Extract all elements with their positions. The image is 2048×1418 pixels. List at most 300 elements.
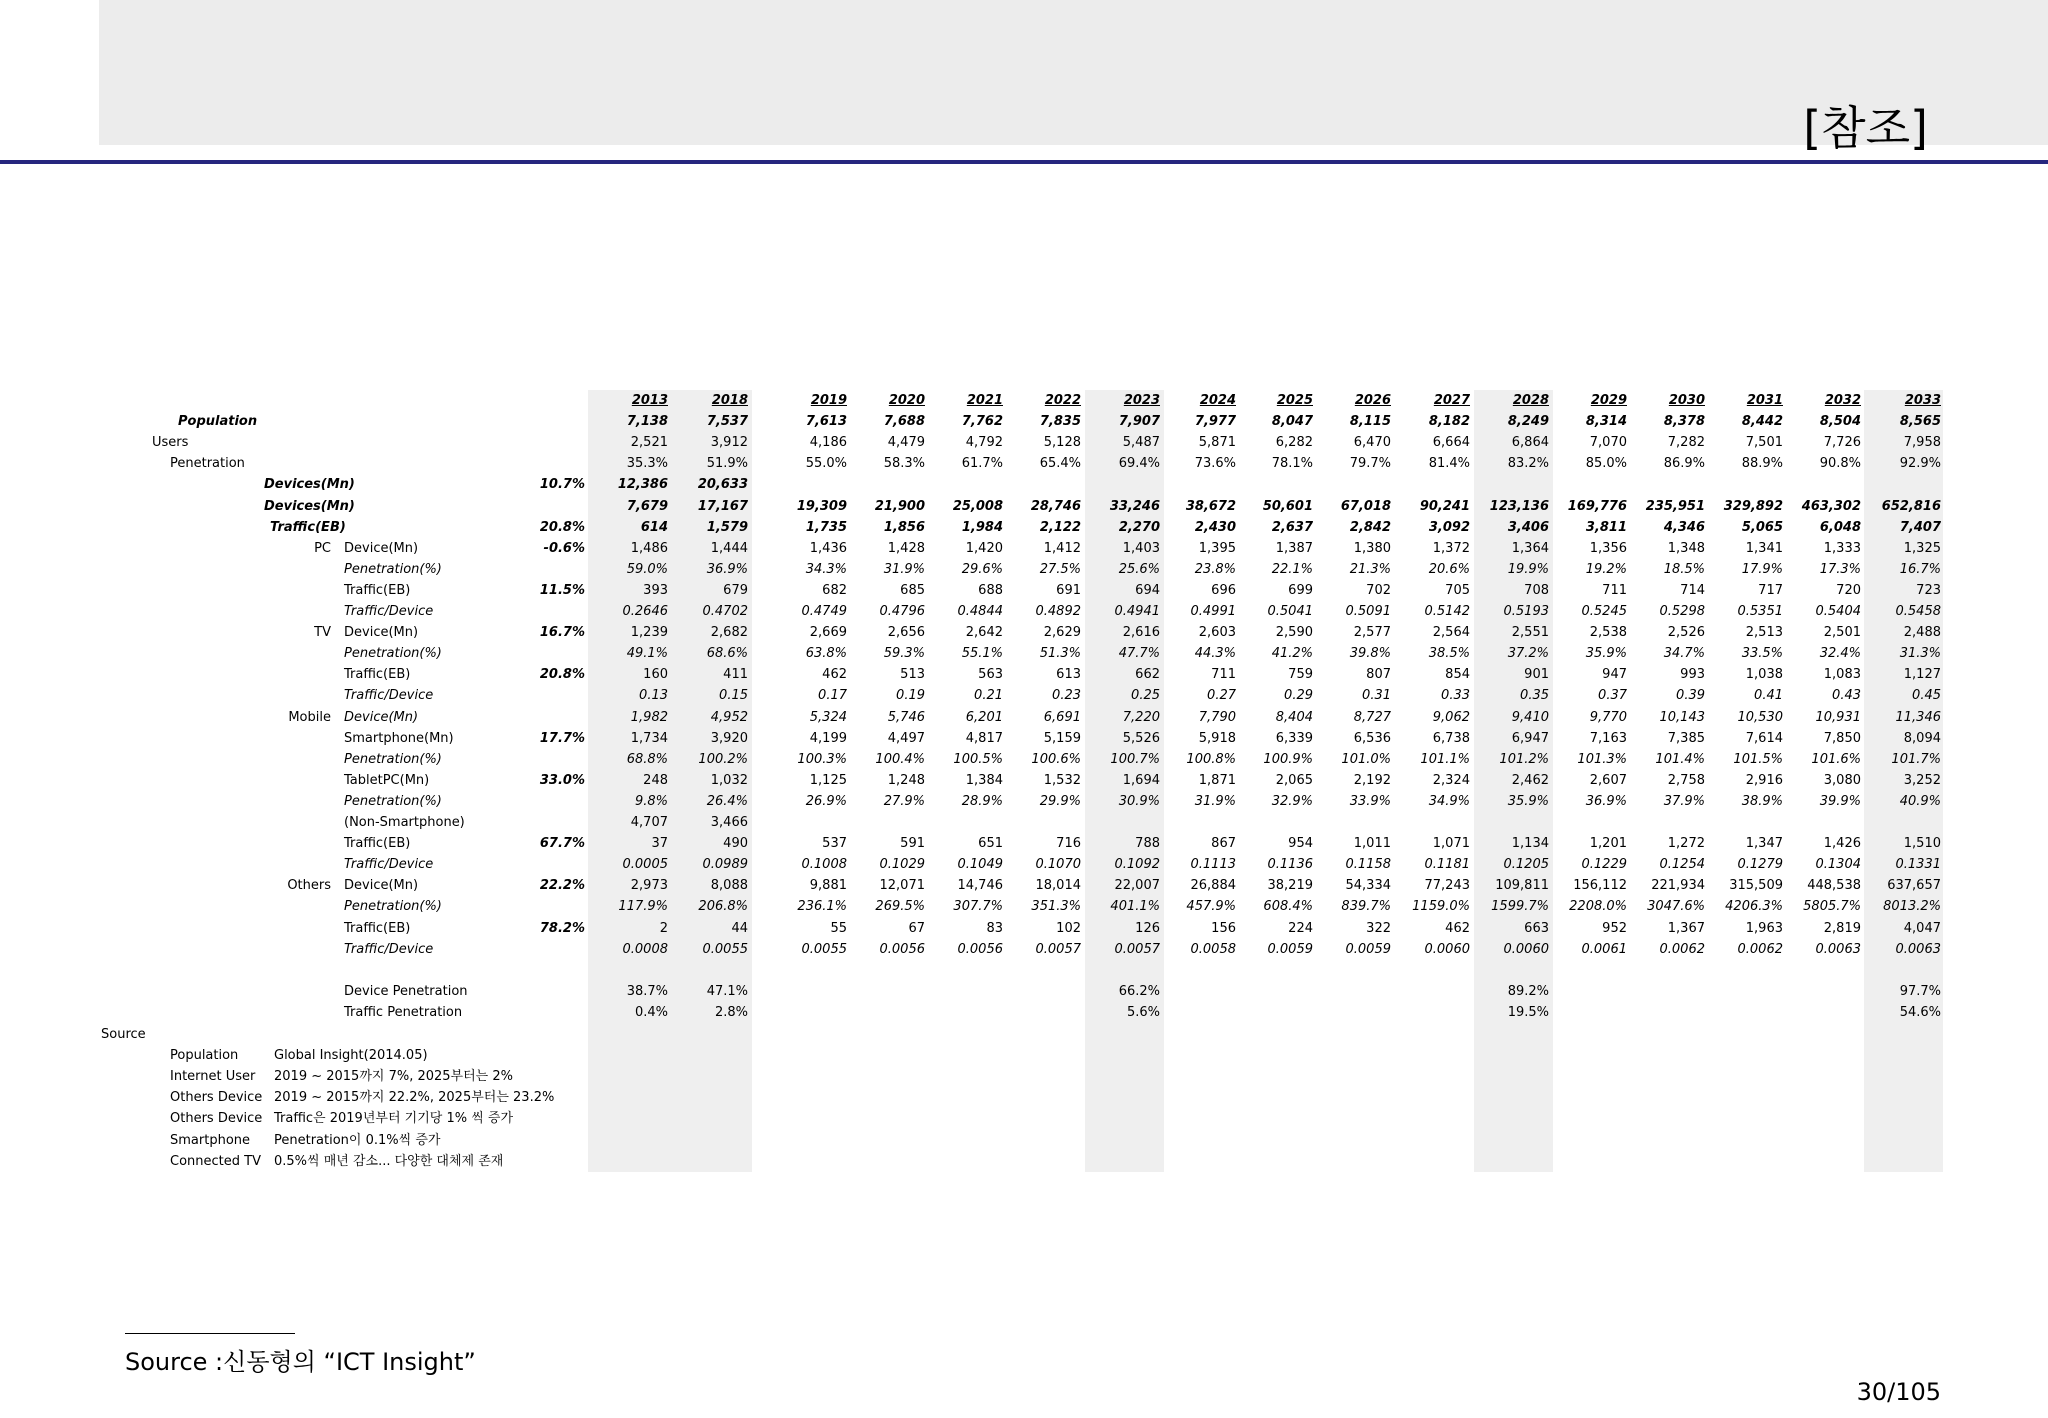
table-cell: 38.7% [626,983,668,999]
table-cell: 17.9% [1741,561,1783,577]
table-cell: 7,726 [1823,435,1861,451]
table-cell: 101.7% [1891,751,1941,767]
table-cell: 14,746 [957,878,1003,894]
table-cell: 3,466 [710,815,748,830]
table-cell: 31.9% [1194,793,1236,809]
table-cell: 92.9% [1899,456,1941,472]
table-cell: 696 [1211,582,1236,598]
table-cell: 21,900 [874,498,925,514]
table-cell: 26,884 [1190,878,1236,894]
table-cell: 89.2% [1507,983,1549,999]
table-cell: 101.4% [1655,751,1705,767]
row-label: Penetration(%) [344,646,442,662]
table-cell: 2,324 [1432,772,1470,788]
table-cell: 0.0057 [1114,941,1160,957]
cagr-value: 67.7% [539,836,585,852]
table-cell: 1,134 [1511,836,1549,852]
table-cell: 2,270 [1118,519,1160,535]
table-cell: 9.8% [634,793,668,809]
table-cell: 0.41 [1754,688,1783,704]
table-cell: 1,201 [1589,836,1627,852]
table-cell: 0.0058 [1190,941,1236,957]
table-cell: 47.1% [706,983,748,999]
table-cell: 68.8% [626,751,668,767]
table-cell: 22.1% [1271,561,1313,577]
table-cell: 0.21 [974,688,1003,704]
table-cell: 34.7% [1663,646,1705,662]
table-cell: 1,364 [1511,540,1549,556]
table-cell: 85.0% [1585,456,1627,472]
table-cell: 2,629 [1043,625,1081,641]
table-cell: 699 [1288,582,1313,598]
table-cell: 0.0063 [1895,941,1941,957]
table-cell: 4,952 [710,709,748,725]
table-cell: 708 [1524,582,1549,598]
table-cell: 16.7% [1899,561,1941,577]
table-cell: 5,128 [1043,435,1081,451]
year-header: 2027 [1433,393,1470,408]
table-cell: 34.3% [805,561,847,577]
row-label: Device(Mn) [344,709,419,725]
table-cell: 0.5298 [1659,604,1705,619]
table-cell: 0.31 [1362,688,1391,704]
year-header: 2019 [810,393,847,408]
table-cell: 1,735 [805,519,847,535]
table-cell: 78.1% [1271,456,1313,472]
source-label: Population [170,1048,239,1064]
table-cell: 0.5351 [1737,604,1783,619]
table-cell: 9,770 [1589,709,1627,725]
table-cell: 0.1070 [1035,857,1081,873]
table-cell: 3,920 [710,730,748,746]
table-cell: 7,385 [1667,730,1705,746]
header-band [99,0,2048,145]
table-cell: 1,579 [706,519,748,535]
table-cell: 1,384 [965,772,1003,788]
table-cell: 608.4% [1263,899,1313,915]
table-cell: 1,734 [630,730,668,746]
table-cell: 19.2% [1585,561,1627,577]
table-cell: 33,246 [1109,498,1160,514]
table-cell: 0.1113 [1190,857,1236,873]
table-cell: 0.25 [1131,688,1160,704]
table-cell: 1159.0% [1412,899,1470,915]
table-cell: 5805.7% [1803,899,1861,915]
table-cell: 3047.6% [1647,899,1705,915]
table-cell: 28,746 [1030,498,1081,514]
table-cell: 36.9% [1585,793,1627,809]
table-cell: 867 [1211,836,1236,852]
table-cell: 0.39 [1676,688,1705,704]
table-cell: 2,819 [1823,920,1861,936]
table-cell: 0.4% [634,1004,668,1020]
cagr-value: 17.7% [539,730,585,746]
table-cell: 4206.3% [1725,899,1783,915]
table-cell: 23.8% [1194,561,1236,577]
source-label: Smartphone [170,1132,251,1148]
table-cell: 393 [643,582,668,598]
table-cell: 0.1136 [1267,857,1313,873]
table-cell: 18,014 [1035,878,1081,894]
source-text: 0.5%씩 매년 감소... 다양한 대체제 존재 [274,1153,504,1169]
row-group-label: Others [287,878,331,894]
table-cell: 6,738 [1432,730,1470,746]
table-cell: 0.0062 [1659,941,1705,957]
source-label: Others Device [170,1111,263,1127]
row-label: Traffic(EB) [344,836,411,852]
footnote-divider [125,1333,295,1334]
row-label: TabletPC(Mn) [344,772,430,788]
table-cell: 457.9% [1186,899,1236,915]
table-cell: 711 [1602,582,1627,598]
table-cell: 2,758 [1667,772,1705,788]
table-cell: 947 [1602,667,1627,683]
table-cell: 0.1181 [1424,857,1470,873]
table-cell: 40.9% [1899,793,1941,809]
row-label: Device Penetration [344,983,468,999]
table-cell: 2,577 [1353,625,1391,641]
table-cell: 2,462 [1511,772,1549,788]
year-header: 2026 [1354,393,1391,408]
table-cell: 100.2% [698,751,748,767]
table-cell: 0.33 [1441,688,1470,704]
table-cell: 1,071 [1432,836,1470,852]
table-cell: 221,934 [1651,878,1705,894]
table-cell: 2208.0% [1569,899,1627,915]
table-cell: 0.1254 [1659,857,1705,873]
page-title: [참조] [1803,101,1928,155]
table-cell: 26.9% [805,793,847,809]
table-cell: 81.4% [1428,456,1470,472]
table-cell: 7,762 [961,414,1003,430]
table-cell: 2,526 [1667,625,1705,641]
table-cell: 4,479 [887,435,925,451]
table-cell: 26.4% [706,793,748,809]
table-cell: 1,436 [809,540,847,556]
row-label: Traffic(EB) [270,519,346,535]
table-cell: 807 [1366,667,1391,683]
table-cell: 1,127 [1903,667,1941,683]
table-cell: 1,032 [710,772,748,788]
table-cell: 1,984 [961,519,1003,535]
year-header: 2033 [1904,393,1941,408]
table-cell: 0.1304 [1815,857,1861,873]
table-cell: 27.9% [883,793,925,809]
table-cell: 5,065 [1741,519,1783,535]
table-cell: 32.9% [1271,793,1313,809]
source-text: 2019 ~ 2015까지 7%, 2025부터는 2% [274,1069,513,1085]
year-header: 2013 [631,393,668,408]
table-cell: 0.0055 [801,941,847,957]
table-cell: 2,551 [1511,625,1549,641]
table-cell: 1,532 [1043,772,1081,788]
table-cell: 702 [1366,582,1391,598]
table-cell: 1,403 [1122,540,1160,556]
table-cell: 4,047 [1903,920,1941,936]
table-cell: 6,664 [1432,435,1470,451]
table-cell: 31.3% [1899,646,1941,662]
table-cell: 51.9% [706,456,748,472]
table-cell: 156,112 [1573,878,1627,894]
table-cell: 0.4941 [1114,604,1160,619]
table-cell: 35.9% [1585,646,1627,662]
table-cell: 67 [908,920,925,936]
table-cell: 0.0057 [1035,941,1081,957]
table-cell: 663 [1524,920,1549,936]
table-cell: 25.6% [1118,561,1160,577]
table-cell: 0.1029 [879,857,925,873]
table-cell: 0.2646 [622,604,668,619]
table-cell: 6,947 [1511,730,1549,746]
table-cell: 0.1008 [801,857,847,873]
table-cell: 0.4749 [801,604,847,619]
table-cell: 1,372 [1432,540,1470,556]
table-cell: 1,387 [1275,540,1313,556]
table-cell: 0.0008 [622,941,668,957]
table-cell: 2,642 [965,625,1003,641]
row-group-label: Mobile [288,709,331,725]
header-divider [0,160,2048,164]
table-cell: 0.1279 [1737,857,1783,873]
table-cell: 2,590 [1275,625,1313,641]
table-cell: 29.9% [1039,793,1081,809]
table-cell: 1,380 [1353,540,1391,556]
table-cell: 97.7% [1899,983,1941,999]
table-cell: 126 [1135,920,1160,936]
table-cell: 6,339 [1275,730,1313,746]
table-cell: 329,892 [1723,498,1783,514]
table-cell: 3,406 [1507,519,1549,535]
table-cell: 401.1% [1110,899,1160,915]
year-header: 2021 [966,393,1003,408]
row-label: Penetration(%) [344,793,442,809]
table-cell: 20.6% [1428,561,1470,577]
table-cell: 705 [1445,582,1470,598]
table-cell: 4,186 [809,435,847,451]
table-cell: 3,252 [1903,772,1941,788]
table-cell: 0.5404 [1815,604,1861,619]
table-cell: 88.9% [1741,456,1783,472]
table-cell: 83 [986,920,1003,936]
table-cell: 8,504 [1819,414,1861,430]
table-cell: 5,746 [887,709,925,725]
table-cell: 613 [1056,667,1081,683]
table-cell: 10,530 [1737,709,1783,725]
row-group-label: PC [314,540,331,556]
table-cell: 563 [978,667,1003,683]
table-cell: 1,347 [1745,836,1783,852]
table-cell: 0.4702 [702,604,748,619]
table-cell: 0.23 [1052,688,1081,704]
table-cell: 160 [643,667,668,683]
table-cell: 1599.7% [1491,899,1549,915]
table-cell: 7,850 [1823,730,1861,746]
cagr-value: 22.2% [539,878,585,894]
table-cell: 0.1092 [1114,857,1160,873]
table-cell: 224 [1288,920,1313,936]
table-cell: 37.2% [1507,646,1549,662]
table-cell: 411 [723,667,748,683]
table-cell: 679 [723,582,748,598]
table-cell: 2,122 [1039,519,1081,535]
table-cell: 35.9% [1507,793,1549,809]
table-cell: 3,080 [1823,772,1861,788]
table-cell: 67,018 [1340,498,1391,514]
table-cell: 0.5091 [1345,604,1391,619]
table-cell: 1,367 [1667,920,1705,936]
table-cell: 54.6% [1899,1004,1941,1020]
table-cell: 102 [1056,920,1081,936]
table-cell: 2,513 [1745,625,1783,641]
table-cell: 8,565 [1899,414,1941,430]
table-cell: 7,613 [805,414,847,430]
table-cell: 0.0059 [1267,941,1313,957]
table-cell: 651 [978,836,1003,852]
table-cell: 1,871 [1198,772,1236,788]
row-label: Penetration(%) [344,751,442,767]
table-cell: 11,346 [1895,709,1941,725]
row-label: Traffic/Device [344,604,434,619]
table-cell: 0.5245 [1581,604,1627,619]
table-cell: 21.3% [1349,561,1391,577]
source-heading: Source [101,1027,146,1042]
table-cell: 0.4844 [957,604,1003,619]
table-cell: 63.8% [805,646,847,662]
table-cell: 1,963 [1745,920,1783,936]
table-cell: 73.6% [1194,456,1236,472]
table-cell: 37.9% [1663,793,1705,809]
table-cell: 0.0060 [1424,941,1470,957]
table-cell: 0.45 [1912,688,1941,704]
row-group-label: TV [314,625,331,641]
table-cell: 993 [1680,667,1705,683]
source-text: 2019 ~ 2015까지 22.2%, 2025부터는 23.2% [274,1090,555,1106]
table-cell: 54,334 [1345,878,1391,894]
table-cell: 462 [1445,920,1470,936]
table-cell: 0.0062 [1737,941,1783,957]
source-text: Global Insight(2014.05) [274,1048,428,1064]
row-label: Device(Mn) [344,878,419,894]
table-cell: 38,672 [1185,498,1236,514]
table-cell: 5,487 [1122,435,1160,451]
table-cell: 33.5% [1741,646,1783,662]
table-cell: 2.8% [714,1004,748,1020]
year-header: 2025 [1276,393,1313,408]
table-cell: 34.9% [1428,793,1470,809]
table-cell: 614 [640,519,668,535]
table-cell: 101.3% [1577,751,1627,767]
table-cell: 100.7% [1110,751,1160,767]
table-cell: 30.9% [1118,793,1160,809]
table-cell: 101.1% [1420,751,1470,767]
table-cell: 8,378 [1663,414,1705,430]
table-cell: 463,302 [1801,498,1861,514]
table-cell: 269.5% [875,899,925,915]
table-cell: 4,346 [1663,519,1705,535]
table-cell: 29.6% [961,561,1003,577]
table-cell: 351.3% [1031,899,1081,915]
table-cell: 5,918 [1198,730,1236,746]
table-cell: 854 [1445,667,1470,683]
row-label: Traffic(EB) [344,667,411,683]
table-cell: 9,881 [809,878,847,894]
table-cell: 6,470 [1353,435,1391,451]
row-label: Device(Mn) [344,540,419,556]
table-cell: 1,856 [883,519,925,535]
table-cell: 711 [1211,667,1236,683]
table-cell: 1,325 [1903,540,1941,556]
row-label: Traffic(EB) [344,582,411,598]
cagr-value: 16.7% [539,625,585,641]
table-cell: 100.4% [875,751,925,767]
table-cell: 5.6% [1126,1004,1160,1020]
table-cell: 47.7% [1118,646,1160,662]
table-cell: 55.1% [961,646,1003,662]
table-cell: 682 [822,582,847,598]
row-label: Traffic Penetration [344,1004,463,1020]
table-cell: 9,062 [1432,709,1470,725]
table-cell: 0.1158 [1345,857,1391,873]
table-cell: 2,656 [887,625,925,641]
table-cell: 55 [830,920,847,936]
table-cell: 61.7% [961,456,1003,472]
table-cell: 79.7% [1349,456,1391,472]
table-cell: 7,407 [1899,519,1941,535]
table-cell: 2,603 [1198,625,1236,641]
table-cell: 714 [1680,582,1705,598]
table-cell: 2,192 [1353,772,1391,788]
table-cell: 18.5% [1663,561,1705,577]
year-header: 2029 [1590,393,1627,408]
table-cell: 4,199 [809,730,847,746]
table-cell: 68.6% [706,646,748,662]
table-cell: 4,817 [965,730,1003,746]
source-footnote: Source :신동형의 “ICT Insight” [125,1348,476,1376]
cagr-value: 33.0% [539,772,585,788]
table-cell: 33.9% [1349,793,1391,809]
table-cell: 1,428 [887,540,925,556]
table-cell: 490 [723,836,748,852]
table-cell: 7,163 [1589,730,1627,746]
table-cell: 1,038 [1745,667,1783,683]
source-label: Connected TV [170,1153,261,1169]
table-cell: 109,811 [1495,878,1549,894]
table-cell: 20,633 [697,477,748,493]
table-cell: 716 [1056,836,1081,852]
table-cell: 0.35 [1520,688,1549,704]
cagr-value: 11.5% [539,582,585,598]
table-cell: 0.5142 [1424,604,1470,619]
table-cell: 0.0056 [879,941,925,957]
table-cell: 307.7% [953,899,1003,915]
table-cell: 685 [900,582,925,598]
table-cell: 901 [1524,667,1549,683]
table-cell: 19.9% [1507,561,1549,577]
table-cell: 0.37 [1598,688,1627,704]
table-cell: 0.29 [1284,688,1313,704]
table-cell: 2,538 [1589,625,1627,641]
row-label: Devices(Mn) [264,477,355,493]
table-cell: 0.0005 [622,857,668,873]
table-cell: 0.1049 [957,857,1003,873]
table-cell: 0.0063 [1815,941,1861,957]
table-cell: 694 [1135,582,1160,598]
row-label: Traffic/Device [344,941,434,957]
table-cell: 0.0055 [702,941,748,957]
table-cell: 6,201 [965,709,1003,725]
table-cell: 100.6% [1031,751,1081,767]
row-label: Population [178,414,258,430]
